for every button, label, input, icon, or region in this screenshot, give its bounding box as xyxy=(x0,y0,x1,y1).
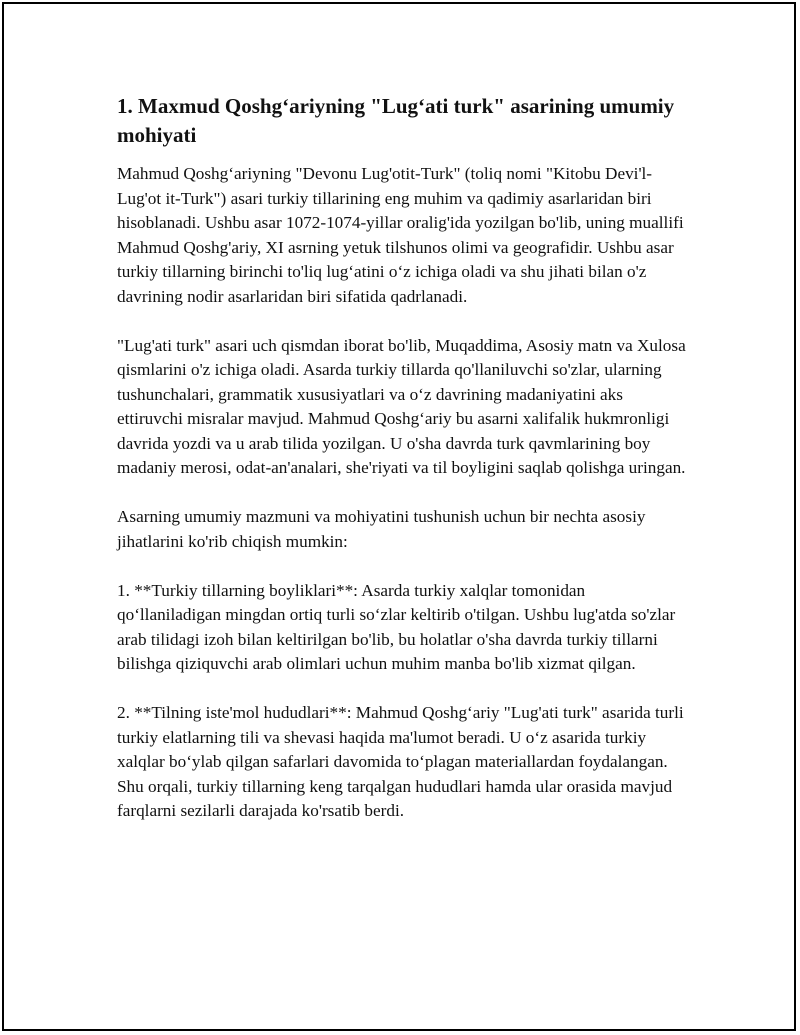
paragraph-intro: Mahmud Qoshg‘ariyning "Devonu Lug'otit-Turk" (toliq nomi "Kitobu Devi'l-Lug'ot it-Turk") asari turkiy tillarining eng muhim va qadimiy asarlaridan biri hisoblanadi. Ushbu asar 1072-1074-yillar oralig'ida yozilgan bo'lib, uning muallifi Mahmud Qoshg'ariy, XI asrning yetuk tilshunos olimi va geografidir. Ushbu asar turkiy tillarning birinchi to'liq lug‘atini o‘z ichiga oladi va shu jihati bilan o'z davrining nodir asarlaridan biri sifatida qadrlanadi. xyxy=(117,164,684,306)
paragraph-aspects-intro: Asarning umumiy mazmuni va mohiyatini tushunish uchun bir nechta asosiy jihatlarini ko'rib chiqish mumkin: xyxy=(117,507,646,551)
paragraph-structure: "Lug'ati turk" asari uch qismdan iborat bo'lib, Muqaddima, Asosiy matn va Xulosa qismlarini o'z ichiga oladi. Asarda turkiy tillarda qo'llaniluvchi so'zlar, ularning tushunchalari, grammatik xususiyatlari va o‘z davrining madaniyatini aks ettiruvchi misralar mavjud. Mahmud Qoshg‘ariy bu asarni xalifalik hukmronligi davrida yozdi va u arab tilida yozilgan. U o'sha davrda turk qavmlarining boy madaniy merosi, odat-an'analari, she'riyati va til boyligini saqlab qolishga uringan. xyxy=(117,335,686,477)
paragraph-point-1: 1. **Turkiy tillarning boyliklari**: Asarda turkiy xalqlar tomonidan qo‘llaniladigan mingdan ortiq turli so‘zlar keltirib o'tilgan. Ushbu lug'atda so'zlar arab tilidagi izoh bilan keltirilgan bo'lib, bu holatlar o'sha davrda turkiy tillarni bilishga qiziquvchi arab olimlari uchun muhim manba bo'lib xizmat qilgan. xyxy=(117,580,676,673)
paragraph-point-2: 2. **Tilning iste'mol hududlari**: Mahmud Qoshg‘ariy "Lug'ati turk" asarida turli turkiy elatlarning tili va shevasi haqida ma'lumot beradi. U o‘z asarida turkiy xalqlar bo‘ylab qilgan safarlari davomida to‘plagan materiallardan foydalangan. Shu orqali, turkiy tillarning keng tarqalgan hududlari hamda ular orasida mavjud farqlarni sezilarli darajada ko'rsatib berdi. xyxy=(117,703,684,820)
section-heading: 1. Maxmud Qoshg‘ariyning "Lug‘ati turk" asarining umumiy mohiyati xyxy=(117,94,675,147)
document-body xyxy=(117,92,692,848)
